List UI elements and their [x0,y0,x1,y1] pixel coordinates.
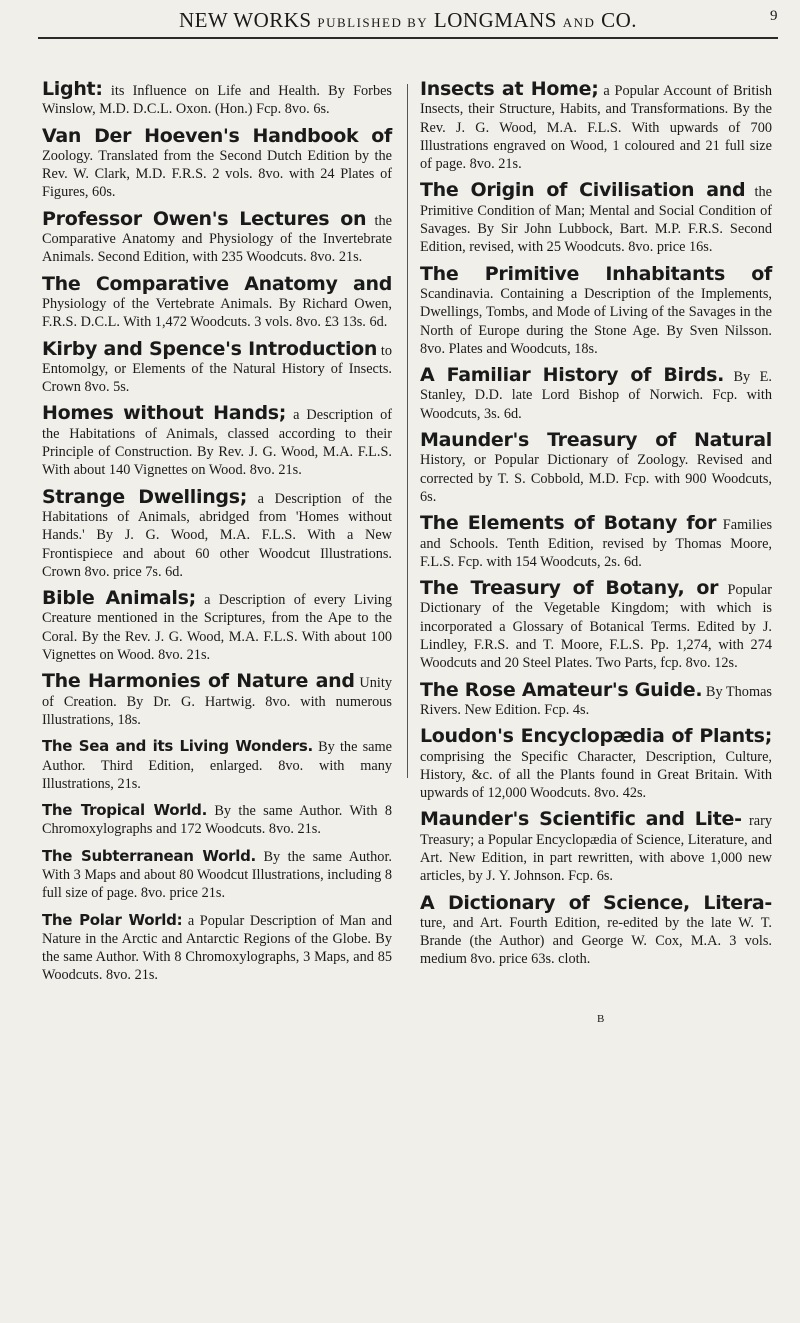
catalogue-entry [420,727,772,802]
entry-body: By Thomas Rivers. New Edition. Fcp. 4s. [420,683,772,718]
entry-body: rary Treasury; a Popular Encyclopædia of Science, Literature, and Art. New Edition, in part rewritten, with above 1,000 new articles, by J. Y. Johnson. Fcp. 6s. [420,813,773,885]
header-rule [38,37,778,39]
catalogue-entry [420,810,772,885]
entry-body: History, or Popular Dictionary of Zoology. Revised and corrected by T. S. Cobbold, M.D. Fcp. with 900 Woodcuts, 6s. [420,452,772,505]
entry-body: By the same Author. With 3 Maps and about 80 Woodcut Illustrations, including 8 full size of page. 8vo. price 21s. [42,848,392,902]
header-and: AND [562,15,596,30]
catalogue-entry [420,80,772,173]
entry-title: The Sea and its Living Wonders. [42,737,313,756]
catalogue-entry [420,514,772,571]
entry-title: Insects at Home; [420,78,599,100]
entry-body: to Entomolgy, or Elements of the Natural History of Insects. Crown 8vo. 5s. [42,342,392,396]
entry-title: Loudon's Encyclopædia of Plants; [420,725,772,748]
entry-title: The Elements of Botany for [420,512,717,535]
entry-title: The Tropical World. [42,801,207,820]
entry-title: Bible Animals; [42,587,196,610]
entry-body: Scandinavia. Containing a Description of the Implements, Dwellings, Tombs, and Mode of Living of the Savages in the North of Europe during the Stone Age. By Sven Nilsson. 8vo. Plates and Woodcuts, 18s. [420,285,772,357]
catalogue-entry [42,911,392,985]
catalogue-entry [42,737,392,793]
catalogue-entry [42,272,392,332]
catalogue-entry [42,485,392,581]
entry-title: Maunder's Scientific and Lite- [420,808,742,831]
entry-body: Unity of Creation. By Dr. G. Hartwig. 8vo. with numerous Illustrations, 18s. [42,675,392,728]
entry-title: The Primitive Inhabitants of [420,262,772,285]
entry-title: The Subterranean World. [42,846,256,865]
entry-body: comprising the Specific Character, Description, Culture, History, &c. of all the Plants found in Great Britain. With upwards of 12,000 Woodcuts. 8vo. 42s. [420,748,772,802]
left-column [42,80,392,993]
right-column [420,80,772,977]
entry-body: By the same Author. With 8 Chromoxylographs and 172 Woodcuts. 8vo. 21s. [42,803,392,838]
entry-title: Homes without Hands; [42,402,287,425]
header-published-by: PUBLISHED BY [317,15,429,30]
catalogue-entry [420,891,772,969]
entry-body: the Comparative Anatomy and Physiology of the Invertebrate Animals. Second Edition, with 235 Woodcuts. 8vo. 21s. [42,212,392,266]
catalogue-entry [420,366,772,423]
header-publisher: LONGMANS [433,8,557,32]
entry-title: Strange Dwellings; [42,485,248,508]
entry-title: Light: [42,78,103,100]
entry-title: A Dictionary of Science, Litera- [420,891,772,914]
column-divider [407,84,408,778]
catalogue-entry [42,672,392,729]
entry-title: Professor Owen's Lectures on [42,207,367,230]
catalogue-entry [42,124,392,202]
entry-body: By the same Author. Third Edition, enlarged. 8vo. with many Illustrations, 21s. [42,739,392,792]
entry-title: The Polar World: [42,910,183,929]
catalogue-entry [42,207,392,267]
entry-title: Kirby and Spence's Introduction [42,337,378,360]
entry-body: Popular Dictionary of the Vegetable Kingdom; with which is incorporated a Glossary of Botanical Terms. Edited by J. Lindley, F.R.S. and T. Moore, F.L.S. Pp. 1,274, with 274 Woodcuts and 20 Steel Plates. Two Parts, fcp. 8vo. 12s. [420,582,772,672]
entry-body: the Primitive Condition of Man; Mental and Social Condition of Savages. By Sir John Lubbock, Bart. M.P. F.R.S. Second Edition, revised, with 25 Woodcuts. 8vo. price 16s. [420,184,772,256]
catalogue-entry [42,337,392,397]
entry-title: Van Der Hoeven's Handbook of [42,124,392,147]
entry-body: Physiology of the Vertebrate Animals. By Richard Owen, F.R.S. D.C.L. With 1,472 Woodcuts. 3 vols. 8vo. £3 13s. 6d. [42,295,392,331]
catalogue-entry [420,678,772,720]
entry-title: A Familiar History of Birds. [420,364,725,387]
catalogue-entry [42,80,392,119]
catalogue-entry [420,181,772,256]
catalogue-entry [420,579,772,672]
entry-title: The Rose Amateur's Guide. [420,678,703,701]
entry-body: By E. Stanley, D.D. late Lord Bishop of Norwich. Fcp. with Woodcuts, 3s. 6d. [420,369,772,422]
entry-body: its Influence on Life and Health. By Forbes Winslow, M.D. D.C.L. Oxon. (Hon.) Fcp. 8vo. 6s. [42,83,392,118]
running-header [38,8,778,36]
entry-title: Maunder's Treasury of Natural [420,429,772,452]
catalogue-entry [42,404,392,479]
entry-body: a Popular Account of British Insects, their Structure, Habits, and Transformations. By the Rev. J. G. Wood, M.A. F.L.S. With upwards of 700 Illustrations engraved on Wood, 1 coloured and 21 full size of page. 8vo. 21s. [420,83,772,173]
catalogue-entry [420,262,772,358]
catalogue-entry [42,847,392,903]
entry-body: Zoology. Translated from the Second Dutch Edition by the Rev. W. Clark, M.D. F.R.S. 2 vols. 8vo. with 24 Plates of Figures, 60s. [42,147,392,201]
entry-body: a Description of the Habitations of Animals, classed according to their Principle of Construction. By Rev. J. G. Wood, M.A. F.L.S. With about 140 Vignettes on Wood. 8vo. 21s. [42,407,392,479]
entry-body: a Description of every Living Creature mentioned in the Scriptures, from the Ape to the Coral. By the Rev. J. G. Wood, M.A. F.L.S. With about 100 Vignettes on Wood. 8vo. 21s. [42,592,392,664]
signature-mark: B [597,1013,605,1025]
catalogue-entry [42,589,392,664]
entry-title: The Treasury of Botany, or [420,577,719,600]
page-number: 9 [770,8,778,24]
header-co: CO. [601,8,638,32]
header-title-prefix: NEW WORKS [178,8,312,32]
entry-body: a Popular Description of Man and Nature in the Arctic and Antarctic Regions of the Globe. By the same Author. With 8 Chromoxylographs, 3 Maps, and 85 Woodcuts. 8vo. 21s. [42,912,393,984]
catalogue-entry [420,431,772,506]
entry-body: a Description of the Habitations of Animals, abridged from 'Homes without Hands.' By J. G. Wood, M.A. F.L.S. With a New Frontispiece and about 60 other Woodcut Illustrations. Crown 8vo. price 7s. 6d. [42,490,392,580]
catalogue-entry [42,801,392,839]
entry-body: ture, and Art. Fourth Edition, re-edited by the late W. T. Brande (the Author) and George W. Cox, M.A. 3 vols. medium 8vo. price 63s. cloth. [420,914,772,968]
entry-title: The Comparative Anatomy and [42,272,392,295]
entry-title: The Origin of Civilisation and [420,179,746,202]
entry-body: Families and Schools. Tenth Edition, revised by Thomas Moore, F.L.S. Fcp. with 154 Woodcuts, 2s. 6d. [420,517,773,570]
entry-title: The Harmonies of Nature and [42,670,355,693]
